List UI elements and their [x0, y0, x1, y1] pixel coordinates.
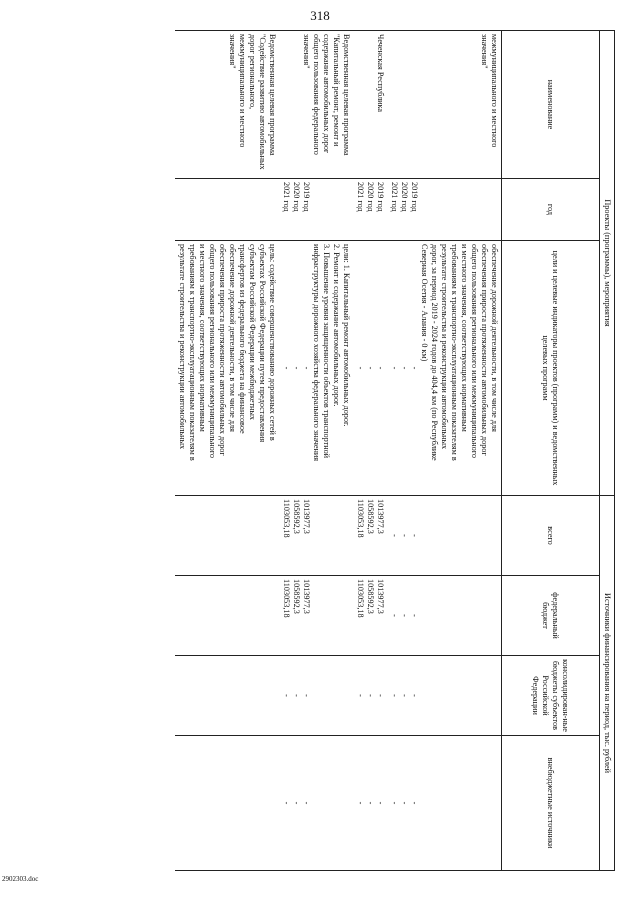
spacer-line — [217, 499, 227, 572]
year-value: 2019 год — [376, 182, 385, 212]
spacer-line — [449, 499, 459, 572]
goal-line: обеспечение дорожной деятельности, в том числе для — [228, 244, 237, 432]
spacer-line — [469, 659, 479, 732]
document-id: 2902303.doc — [2, 875, 39, 883]
spacer-line — [267, 182, 277, 237]
spacer-line — [341, 182, 351, 237]
regional-value: - — [400, 694, 409, 697]
extra-value: - — [302, 801, 311, 805]
row-extra — [175, 736, 279, 871]
spacer-line — [489, 579, 499, 652]
federal-value: 1058592,3 — [366, 579, 375, 614]
spacer-line — [419, 579, 429, 652]
spacer-line — [237, 499, 247, 572]
goal-mark: - — [410, 366, 419, 370]
total-value: - — [390, 534, 399, 537]
year-value: 2021 год — [390, 182, 399, 212]
spacer-line — [459, 659, 469, 732]
header-name: наименование — [502, 31, 600, 179]
header-total: всего — [502, 496, 600, 576]
spacer-line — [197, 182, 207, 237]
row-total — [279, 496, 353, 576]
row-years — [387, 179, 502, 241]
spacer-line — [177, 499, 187, 572]
year-value: 2020 год — [366, 182, 375, 212]
spacer-line — [429, 739, 439, 867]
row-regional — [279, 656, 353, 736]
spacer-line — [257, 659, 267, 732]
total-value: 1058592,3 — [292, 499, 301, 534]
spacer-line — [439, 499, 449, 572]
goal-line: 3. Повышение уровня защищенности объектов транспортной — [322, 244, 331, 459]
row-regional — [387, 656, 502, 736]
row-total — [175, 496, 279, 576]
spacer-line — [257, 579, 267, 652]
spacer-line — [267, 739, 277, 867]
extra-value: - — [282, 801, 291, 805]
row-regional — [353, 656, 387, 736]
spacer-line — [257, 499, 267, 572]
goal-line: результате строительства и реконструкции автомобильных — [178, 244, 187, 450]
goal-line: субъектам Российской Федерации межбюджетных — [248, 244, 257, 420]
spacer-line — [321, 499, 331, 572]
spacer-line — [469, 182, 479, 237]
header-year: год — [502, 179, 600, 241]
row-extra — [353, 736, 387, 871]
row-federal — [175, 576, 279, 656]
spacer-line — [341, 739, 351, 867]
spacer-line — [187, 579, 197, 652]
spacer-line — [267, 579, 277, 652]
total-value: - — [400, 534, 409, 537]
year-value: 2021 год — [282, 182, 291, 212]
spacer-line — [237, 579, 247, 652]
spacer-line — [419, 499, 429, 572]
spacer-line — [331, 579, 341, 652]
extra-value: - — [376, 801, 385, 805]
spacer-line — [479, 499, 489, 572]
spacer-line — [429, 499, 439, 572]
goal-line: требованиям к транспортно-эксплуатационным показателям в — [450, 244, 459, 461]
row-total — [387, 496, 502, 576]
spacer-line — [489, 182, 499, 237]
total-value: - — [410, 534, 419, 537]
goal-line: и местного значения, соответствующих нормативным — [198, 244, 207, 432]
goal-mark: - — [356, 366, 365, 370]
spacer-line — [247, 739, 257, 867]
goal-line: цель: содействие совершенствованию дорожных сетей в — [268, 244, 277, 441]
spacer-line — [321, 659, 331, 732]
spacer-line — [341, 659, 351, 732]
spacer-line — [227, 499, 237, 572]
regional-value: - — [366, 694, 375, 697]
extra-value: - — [400, 801, 409, 805]
spacer-line — [479, 739, 489, 867]
spacer-line — [207, 659, 217, 732]
total-value: 1103053,18 — [282, 499, 291, 538]
row-federal — [353, 576, 387, 656]
extra-value: - — [292, 801, 301, 805]
spacer-line — [489, 499, 499, 572]
page-number: 318 — [310, 8, 330, 23]
spacer-line — [217, 579, 227, 652]
spacer-line — [207, 182, 217, 237]
row-regional — [175, 656, 279, 736]
spacer-line — [247, 579, 257, 652]
spacer-line — [331, 659, 341, 732]
federal-value: 1103053,18 — [356, 579, 365, 618]
table-row — [279, 31, 353, 871]
spacer-line — [237, 659, 247, 732]
goal-mark: - — [302, 366, 311, 370]
spacer-line — [459, 499, 469, 572]
goal-line: инфраструктуры дорожного хозяйства федерального значения — [312, 244, 321, 462]
spacer-line — [459, 579, 469, 652]
spacer-line — [429, 182, 439, 237]
goal-line: обеспечения прироста протяженности автомобильных дорог — [218, 244, 227, 456]
spacer-line — [197, 579, 207, 652]
spacer-line — [227, 579, 237, 652]
regional-value: - — [282, 694, 291, 697]
spacer-line — [187, 739, 197, 867]
year-value: 2020 год — [400, 182, 409, 212]
spacer-line — [177, 579, 187, 652]
federal-value: 1058592,3 — [292, 579, 301, 614]
spacer-line — [311, 499, 321, 572]
spacer-line — [217, 182, 227, 237]
spacer-line — [227, 182, 237, 237]
goal-line: 2. Ремонт и содержание автомобильных дорог. — [332, 244, 341, 407]
spacer-line — [419, 182, 429, 237]
row-goals — [387, 241, 502, 496]
regional-value: - — [376, 694, 385, 697]
total-value: 1013977,3 — [376, 499, 385, 534]
spacer-line — [321, 182, 331, 237]
spacer-line — [177, 182, 187, 237]
header-extra: внебюджетные источники — [502, 736, 600, 871]
spacer-line — [419, 739, 429, 867]
goal-line: общего пользования регионального или межмуниципального — [208, 244, 217, 458]
federal-value: - — [410, 614, 419, 617]
spacer-line — [459, 739, 469, 867]
total-value: 1058592,3 — [366, 499, 375, 534]
spacer-line — [459, 182, 469, 237]
extra-value: - — [410, 801, 419, 805]
goal-line: и местного значения, соответствующих нормативным — [460, 244, 469, 432]
spacer-line — [177, 739, 187, 867]
spacer-line — [489, 659, 499, 732]
goal-line: общего пользования регионального или межмуниципального — [470, 244, 479, 458]
regional-value: - — [356, 694, 365, 697]
goal-line: результате строительства и реконструкции автомобильных — [440, 244, 449, 450]
goal-mark: - — [376, 366, 385, 370]
spacer-line — [321, 579, 331, 652]
spacer-line — [247, 659, 257, 732]
spacer-line — [197, 739, 207, 867]
goal-mark: - — [292, 366, 301, 370]
spacer-line — [449, 579, 459, 652]
total-value: 1013977,3 — [302, 499, 311, 534]
row-name: межмуниципального и местного значения" — [387, 31, 502, 179]
spacer-line — [429, 659, 439, 732]
federal-value: 1103053,18 — [282, 579, 291, 618]
goal-line: трансфертов из федерального бюджета на финансовое — [238, 244, 247, 434]
spacer-line — [321, 739, 331, 867]
spacer-line — [449, 659, 459, 732]
spacer-line — [247, 182, 257, 237]
spacer-line — [227, 739, 237, 867]
total-value: 1103053,18 — [356, 499, 365, 538]
row-name: Чеченская Республика — [353, 31, 387, 179]
spacer-line — [311, 579, 321, 652]
header-regional: консолидирован-ные бюджеты субъектов Российской Федерации — [502, 656, 600, 736]
spacer-line — [267, 659, 277, 732]
spacer-line — [197, 499, 207, 572]
table-row — [387, 31, 502, 871]
goal-line: требованиям к транспортно-эксплуатационным показателям в — [188, 244, 197, 461]
spacer-line — [341, 499, 351, 572]
row-total — [353, 496, 387, 576]
spacer-line — [479, 182, 489, 237]
row-years — [279, 179, 353, 241]
spacer-line — [439, 579, 449, 652]
extra-value: - — [356, 801, 365, 805]
regional-value: - — [302, 694, 311, 697]
row-name: Ведомственная целевая программа "Капитальный ремонт, ремонт и содержание автомобильных дорог общего пользования федерального значения" — [279, 31, 353, 179]
spacer-line — [439, 182, 449, 237]
regional-value: - — [292, 694, 301, 697]
table-body — [175, 31, 502, 871]
spacer-line — [227, 659, 237, 732]
header-funding-group: Источники финансирования на период, тыс. рублей — [600, 496, 615, 871]
spacer-line — [449, 739, 459, 867]
goal-line: субъектах Российской Федерации путем предоставления — [258, 244, 267, 443]
spacer-line — [469, 579, 479, 652]
spacer-line — [331, 739, 341, 867]
spacer-line — [311, 182, 321, 237]
header-goals: цели и целевые индикаторы проектов (программ) и ведомственных целевых программ — [502, 241, 600, 496]
year-value: 2019 год — [302, 182, 311, 212]
header-projects-group: Проекты (программы), мероприятия — [600, 31, 615, 496]
spacer-line — [489, 739, 499, 867]
extra-value: - — [390, 801, 399, 805]
spacer-line — [197, 659, 207, 732]
spacer-line — [311, 739, 321, 867]
spacer-line — [257, 182, 267, 237]
goal-mark: - — [366, 366, 375, 370]
spacer-line — [331, 499, 341, 572]
spacer-line — [207, 499, 217, 572]
regional-value: - — [390, 694, 399, 697]
goal-line: дорог, за период 2019 - 2024 годов до 404,4 км (по Республике — [430, 244, 439, 461]
spacer-line — [187, 182, 197, 237]
goal-line: Северная Осетия - Алания - 0 км) — [420, 244, 429, 362]
table-row — [353, 31, 387, 871]
goal-line: обеспечение дорожной деятельности, в том числе для — [490, 244, 499, 432]
spacer-line — [449, 182, 459, 237]
spacer-line — [419, 659, 429, 732]
spacer-line — [267, 499, 277, 572]
extra-value: - — [366, 801, 375, 805]
federal-value: - — [400, 614, 409, 617]
spacer-line — [331, 182, 341, 237]
spacer-line — [187, 499, 197, 572]
spacer-line — [469, 739, 479, 867]
year-value: 2019 год — [410, 182, 419, 212]
row-years — [175, 179, 279, 241]
row-extra — [387, 736, 502, 871]
spacer-line — [177, 659, 187, 732]
spacer-line — [237, 182, 247, 237]
spacer-line — [479, 579, 489, 652]
spacer-line — [217, 739, 227, 867]
spacer-line — [469, 499, 479, 572]
goal-mark: - — [390, 366, 399, 370]
federal-value: 1013977,3 — [376, 579, 385, 614]
spacer-line — [207, 739, 217, 867]
row-goals — [175, 241, 279, 496]
spacer-line — [341, 579, 351, 652]
spacer-line — [187, 659, 197, 732]
spacer-line — [237, 739, 247, 867]
row-name: Ведомственная целевая программа "Содействие развитию автомобильных дорог регионального, межмуниципального и местного значения" — [175, 31, 279, 179]
goal-mark: - — [400, 366, 409, 370]
row-extra — [279, 736, 353, 871]
rotated-table-container — [25, 30, 615, 870]
header-federal: федеральный бюджет — [502, 576, 600, 656]
goal-line: цели: 1. Капитальный ремонт автомобильных дорог. — [342, 244, 351, 427]
federal-value: 1013977,3 — [302, 579, 311, 614]
funding-table — [175, 30, 615, 871]
regional-value: - — [410, 694, 419, 697]
spacer-line — [207, 579, 217, 652]
year-value: 2021 год — [356, 182, 365, 212]
spacer-line — [257, 739, 267, 867]
spacer-line — [439, 739, 449, 867]
spacer-line — [429, 579, 439, 652]
spacer-line — [217, 659, 227, 732]
row-years — [353, 179, 387, 241]
spacer-line — [311, 659, 321, 732]
row-federal — [387, 576, 502, 656]
spacer-line — [439, 659, 449, 732]
goal-mark: - — [282, 366, 291, 370]
table-row — [175, 31, 279, 871]
spacer-line — [247, 499, 257, 572]
year-value: 2020 год — [292, 182, 301, 212]
spacer-line — [479, 659, 489, 732]
row-federal — [279, 576, 353, 656]
row-goals — [353, 241, 387, 496]
row-goals — [279, 241, 353, 496]
federal-value: - — [390, 614, 399, 617]
goal-line: обеспечения прироста протяженности автомобильных дорог — [480, 244, 489, 456]
